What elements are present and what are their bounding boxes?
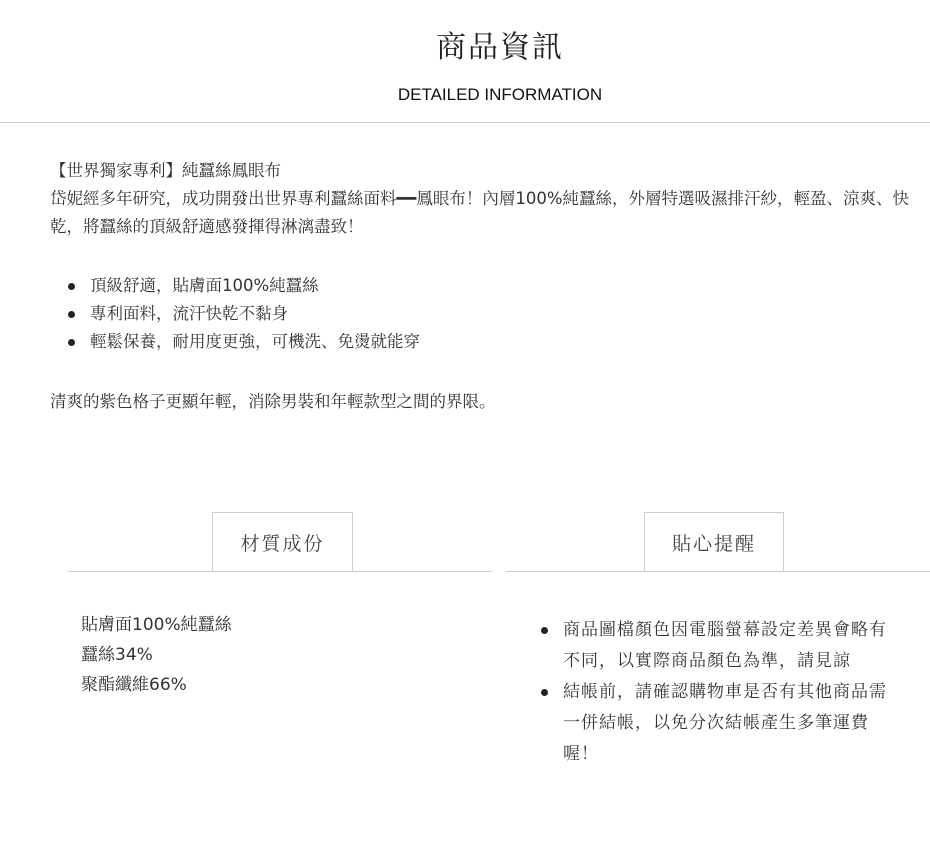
feature-list [50, 272, 910, 356]
feature-item: 頂級舒適，貼膚面100%純蠶絲 [50, 272, 910, 300]
notice-item: 結帳前，請確認購物車是否有其他商品需一併結帳，以免分次結帳產生多筆運費喔！ [538, 677, 888, 770]
material-item: 聚酯纖維66% [81, 675, 187, 695]
material-item: 蠶絲34% [81, 645, 153, 665]
feature-item: 專利面料，流汗快乾不黏身 [50, 300, 910, 328]
notice-item: 商品圖檔顏色因電腦螢幕設定差異會略有不同，以實際商品顏色為準，請見諒 [538, 615, 888, 677]
material-item: 貼膚面100%純蠶絲 [81, 615, 232, 635]
product-summary: 清爽的紫色格子更顯年輕，消除男裝和年輕款型之間的界限。 [50, 392, 496, 411]
tab-material[interactable]: 材質成份 [212, 512, 353, 571]
material-divider [68, 571, 492, 572]
product-heading: 【世界獨家專利】純蠶絲鳳眼布 [50, 161, 281, 180]
tab-notice[interactable]: 貼心提醒 [644, 512, 784, 571]
page-title: 商品資訊 [436, 30, 564, 65]
title-divider [0, 122, 930, 123]
product-description-body: 岱妮經多年研究，成功開發出世界專利蠶絲面料━━鳳眼布！內層100%純蠶絲，外層特選吸濕排汗紗，輕盈、涼爽、快乾，將蠶絲的頂級舒適感發揮得淋漓盡致！ [50, 189, 910, 236]
material-list [81, 610, 461, 700]
product-description [50, 157, 920, 241]
page-subtitle: DETAILED INFORMATION [397, 85, 603, 104]
notice-list [538, 615, 888, 770]
feature-item: 輕鬆保養，耐用度更強，可機洗、免燙就能穿 [50, 328, 910, 356]
notice-divider [506, 571, 930, 572]
